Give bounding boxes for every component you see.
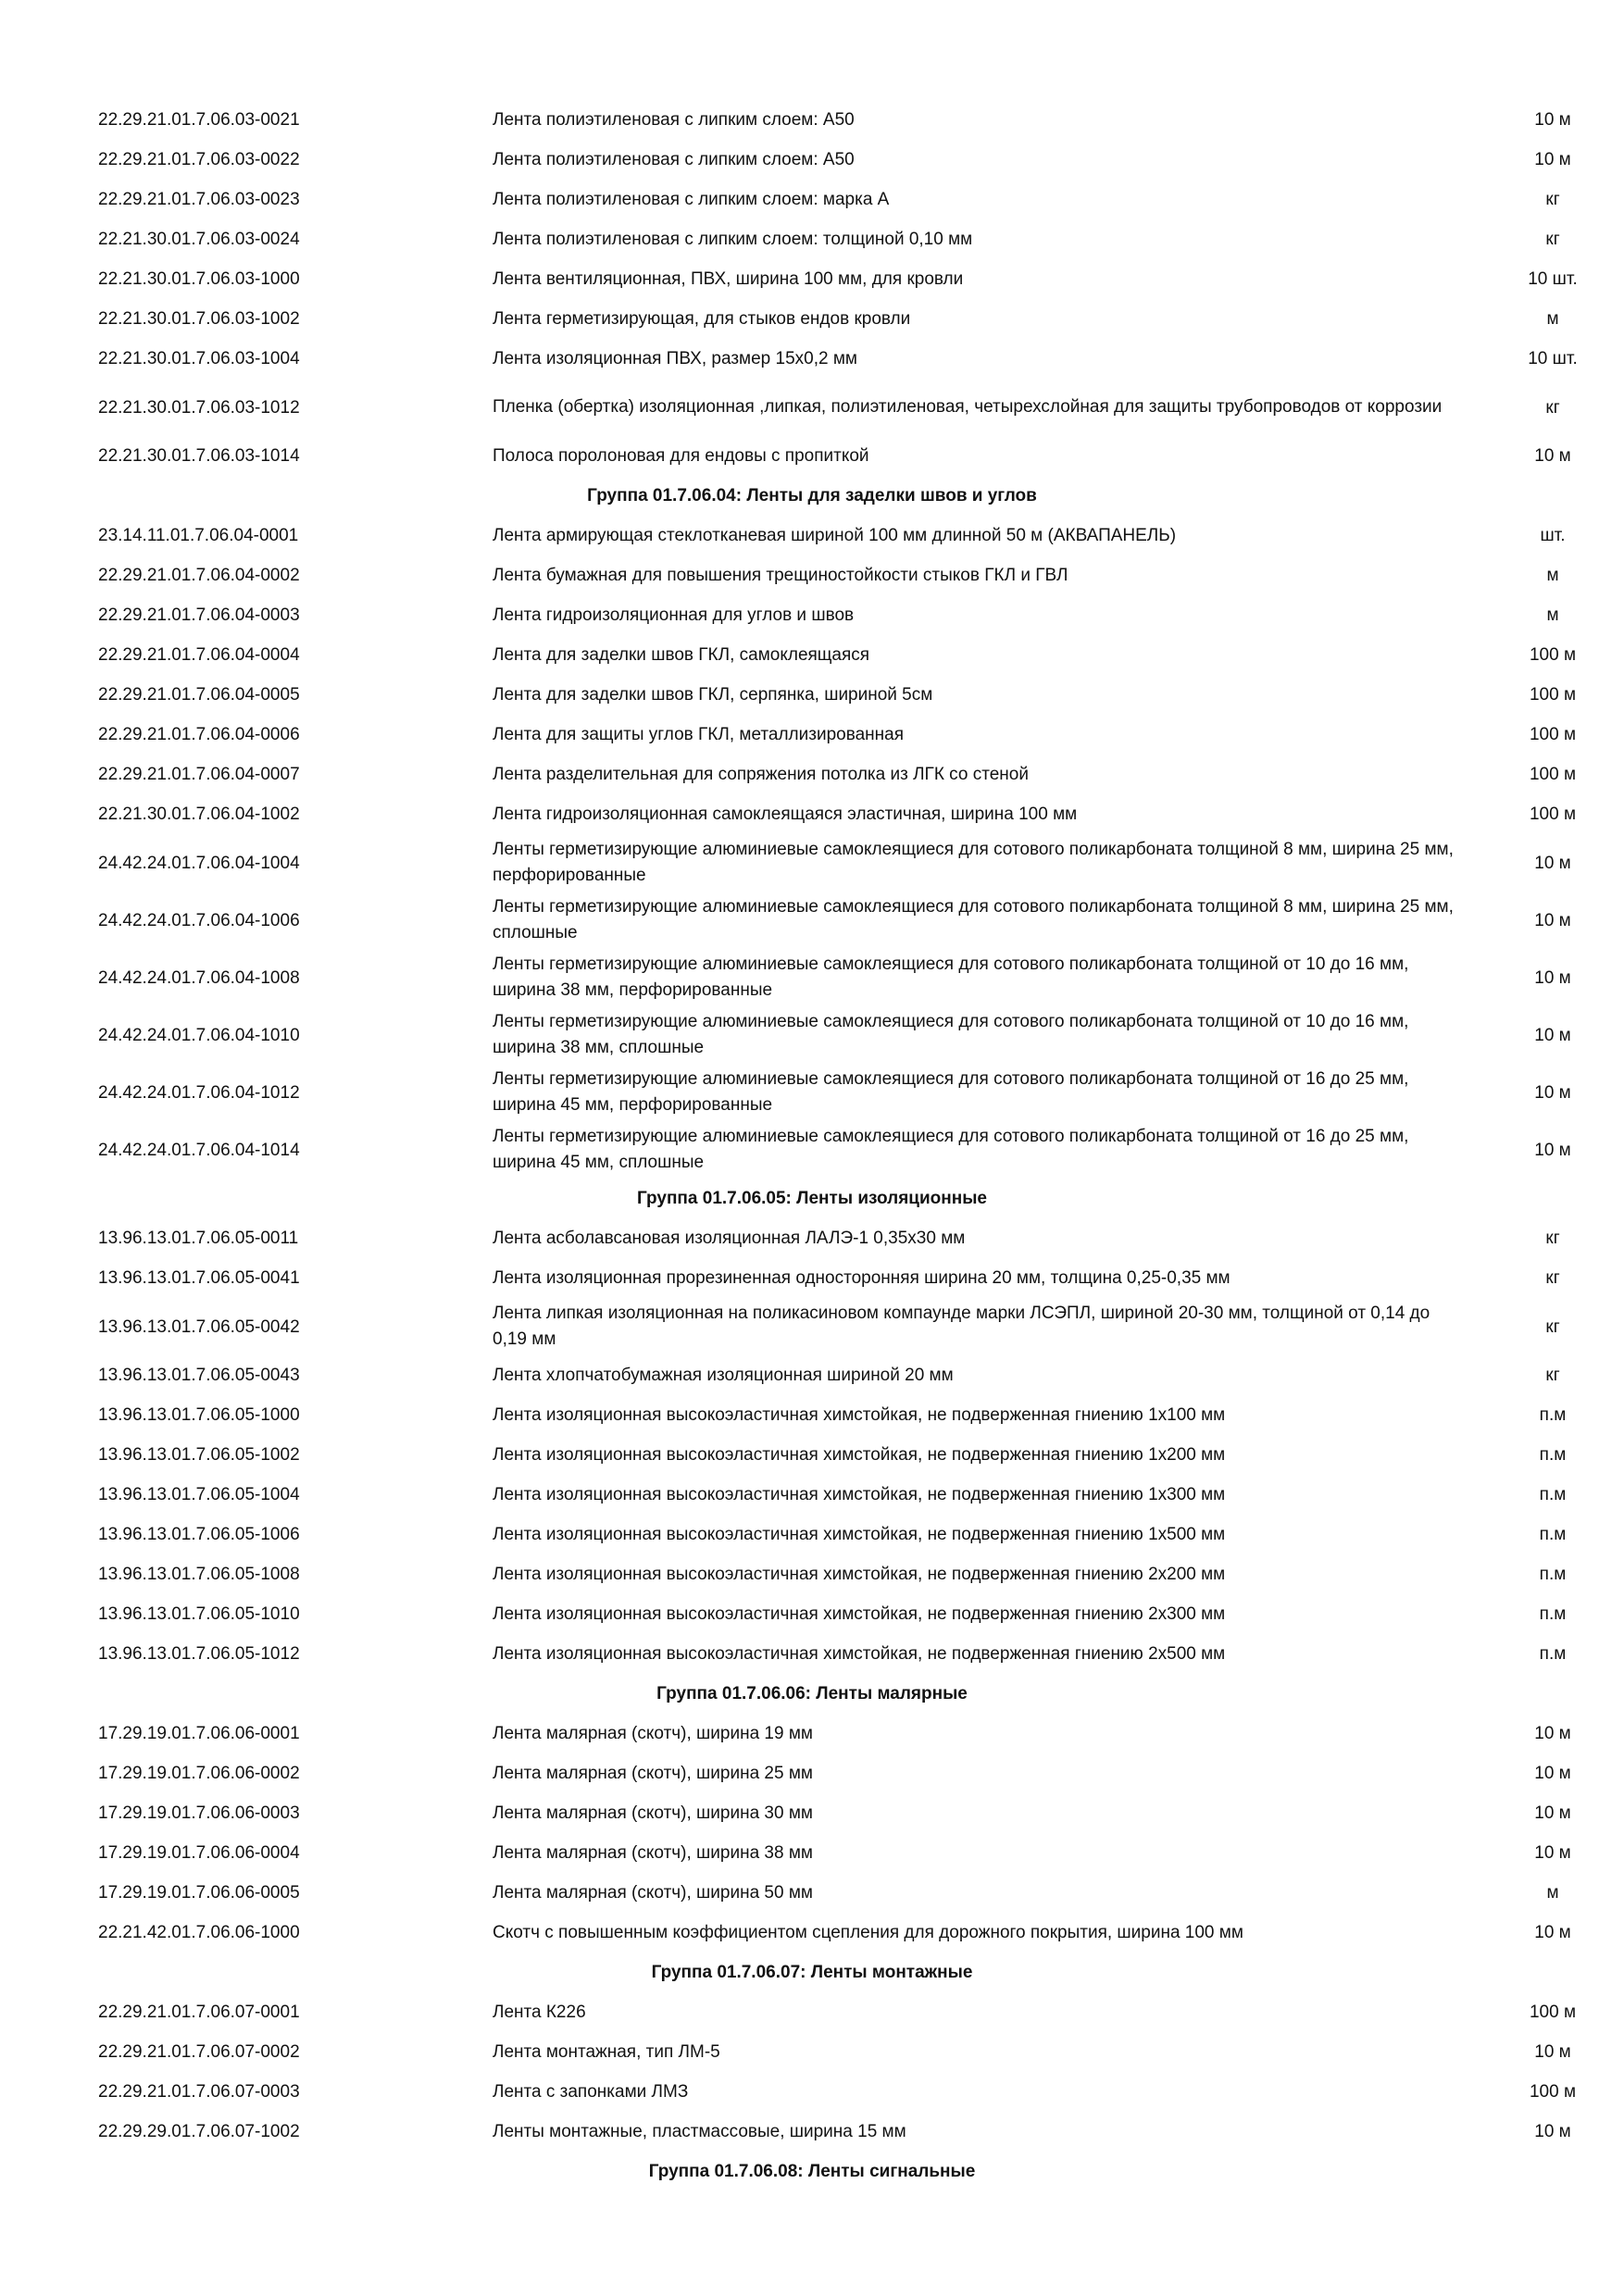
item-code: 13.96.13.01.7.06.05-1002 bbox=[98, 1445, 300, 1465]
table-row bbox=[0, 219, 1624, 259]
table-row bbox=[0, 1258, 1624, 1298]
item-code: 23.14.11.01.7.06.04-0001 bbox=[98, 526, 299, 545]
item-unit: п.м bbox=[1539, 1405, 1567, 1425]
item-name: Лента изоляционная высокоэластичная химстойкая, не подверженная гниению 2х300 мм bbox=[493, 1603, 1226, 1624]
item-name: Лента герметизирующая, для стыков ендов кровли bbox=[493, 308, 911, 329]
group-heading bbox=[0, 476, 1624, 516]
item-code: 13.96.13.01.7.06.05-1004 bbox=[98, 1485, 300, 1504]
item-code: 22.21.42.01.7.06.06-1000 bbox=[98, 1923, 300, 1942]
item-code: 24.42.24.01.7.06.04-1010 bbox=[98, 1025, 300, 1045]
item-unit: 10 м bbox=[1534, 1025, 1571, 1045]
table-row bbox=[0, 675, 1624, 715]
item-name: Лента изоляционная высокоэластичная химстойкая, не подверженная гниению 2х200 мм bbox=[493, 1564, 1226, 1584]
table-row bbox=[0, 1554, 1624, 1594]
table-row bbox=[0, 259, 1624, 299]
item-name: Лента полиэтиленовая с липким слоем: А50 bbox=[493, 109, 855, 130]
item-unit: 100 м bbox=[1529, 805, 1577, 824]
item-code: 24.42.24.01.7.06.04-1014 bbox=[98, 1140, 300, 1160]
item-unit: 10 м bbox=[1534, 853, 1571, 873]
item-name: Лента изоляционная ПВХ, размер 15х0,2 мм bbox=[493, 348, 857, 368]
item-unit: 10 м bbox=[1534, 1803, 1571, 1823]
item-code: 22.29.21.01.7.06.04-0005 bbox=[98, 685, 300, 705]
item-unit: м bbox=[1546, 309, 1559, 329]
item-unit: 10 м bbox=[1534, 1764, 1571, 1783]
table-row bbox=[0, 1793, 1624, 1833]
item-code: 24.42.24.01.7.06.04-1012 bbox=[98, 1082, 300, 1103]
item-code: 13.96.13.01.7.06.05-1010 bbox=[98, 1604, 300, 1624]
table-row bbox=[0, 892, 1624, 949]
item-unit: м bbox=[1546, 605, 1559, 625]
item-code: 24.42.24.01.7.06.04-1008 bbox=[98, 967, 300, 988]
item-name: Лента монтажная, тип ЛМ-5 bbox=[493, 2041, 720, 2062]
item-code: 22.29.21.01.7.06.03-0021 bbox=[98, 110, 300, 130]
table-row bbox=[0, 1475, 1624, 1515]
item-name: Лента полиэтиленовая с липким слоем: толщиной 0,10 мм bbox=[493, 229, 973, 249]
item-code: 17.29.19.01.7.06.06-0002 bbox=[98, 1764, 300, 1783]
table-row bbox=[0, 379, 1624, 436]
item-code: 13.96.13.01.7.06.05-0041 bbox=[98, 1268, 300, 1288]
item-code: 22.29.21.01.7.06.04-0004 bbox=[98, 645, 300, 665]
group-heading bbox=[0, 1674, 1624, 1714]
item-code: 17.29.19.01.7.06.06-0003 bbox=[98, 1803, 300, 1823]
table-row bbox=[0, 1355, 1624, 1395]
item-name: Лента малярная (скотч), ширина 30 мм bbox=[493, 1803, 813, 1823]
item-name: Лента с запонками ЛМЗ bbox=[493, 2081, 689, 2102]
item-name: Лента для заделки швов ГКЛ, серпянка, шириной 5см bbox=[493, 684, 933, 705]
item-unit: 100 м bbox=[1529, 765, 1577, 784]
item-unit: кг bbox=[1545, 397, 1560, 418]
item-code: 24.42.24.01.7.06.04-1006 bbox=[98, 910, 300, 930]
group-heading bbox=[0, 2152, 1624, 2191]
item-name: Лента малярная (скотч), ширина 50 мм bbox=[493, 1882, 813, 1903]
item-code: 13.96.13.01.7.06.05-0043 bbox=[98, 1366, 300, 1385]
item-name: Ленты герметизирующие алюминиевые самоклеящиеся для сотового поликарбоната толщиной 8 мм, ширина 25 мм, перфорированные bbox=[493, 840, 1454, 885]
item-unit: 10 м bbox=[1534, 1140, 1571, 1160]
item-code: 22.21.30.01.7.06.03-1002 bbox=[98, 309, 300, 329]
item-code: 22.29.21.01.7.06.04-0002 bbox=[98, 566, 300, 585]
table-row bbox=[0, 1064, 1624, 1121]
item-name: Лента изоляционная прорезиненная односторонняя ширина 20 мм, толщина 0,25-0,35 мм bbox=[493, 1267, 1230, 1288]
item-unit: п.м bbox=[1539, 1644, 1567, 1664]
item-code: 24.42.24.01.7.06.04-1004 bbox=[98, 853, 300, 873]
item-name: Лента малярная (скотч), ширина 19 мм bbox=[493, 1723, 813, 1743]
item-unit: п.м bbox=[1539, 1485, 1567, 1504]
item-name: Лента вентиляционная, ПВХ, ширина 100 мм, для кровли bbox=[493, 268, 964, 289]
item-unit: 10 м bbox=[1534, 1923, 1571, 1942]
table-row bbox=[0, 1833, 1624, 1873]
table-row bbox=[0, 1395, 1624, 1435]
item-code: 22.29.21.01.7.06.07-0003 bbox=[98, 2082, 300, 2102]
item-unit: 10 м bbox=[1534, 446, 1571, 466]
item-unit: 10 м bbox=[1534, 2122, 1571, 2141]
item-code: 13.96.13.01.7.06.05-1008 bbox=[98, 1565, 300, 1584]
item-code: 22.29.21.01.7.06.04-0007 bbox=[98, 765, 300, 784]
item-name: Лента изоляционная высокоэластичная химстойкая, не подверженная гниению 1х200 мм bbox=[493, 1444, 1226, 1465]
item-name: Ленты герметизирующие алюминиевые самоклеящиеся для сотового поликарбоната толщиной от 10 до 16 мм, ширина 38 мм, перфорированные bbox=[493, 955, 1409, 1000]
item-code: 17.29.19.01.7.06.06-0005 bbox=[98, 1883, 300, 1903]
item-unit: п.м bbox=[1539, 1604, 1567, 1624]
item-code: 22.29.21.01.7.06.07-0001 bbox=[98, 2003, 300, 2022]
item-code: 22.21.30.01.7.06.03-0024 bbox=[98, 230, 300, 249]
table-row bbox=[0, 1515, 1624, 1554]
table-row bbox=[0, 1218, 1624, 1258]
item-code: 22.29.29.01.7.06.07-1002 bbox=[98, 2122, 300, 2141]
item-name: Лента малярная (скотч), ширина 38 мм bbox=[493, 1842, 813, 1863]
item-name: Ленты герметизирующие алюминиевые самоклеящиеся для сотового поликарбоната толщиной от 16 до 25 мм, ширина 45 мм, перфорированные bbox=[493, 1069, 1409, 1115]
table-row bbox=[0, 516, 1624, 555]
group-title: Группа 01.7.06.08: Ленты сигнальные bbox=[648, 2161, 976, 2181]
table-row bbox=[0, 715, 1624, 755]
item-unit: шт. bbox=[1540, 526, 1566, 545]
table-row bbox=[0, 1714, 1624, 1753]
item-name: Лента К226 bbox=[493, 2002, 586, 2022]
item-name: Лента разделительная для сопряжения потолка из ЛГК со стеной bbox=[493, 764, 1029, 784]
item-name: Лента асболавсановая изоляционная ЛАЛЭ-1 0,35х30 мм bbox=[493, 1228, 966, 1248]
table-row bbox=[0, 1913, 1624, 1953]
item-unit: 100 м bbox=[1529, 685, 1577, 705]
item-unit: 10 м bbox=[1534, 1082, 1571, 1103]
item-unit: м bbox=[1546, 1883, 1559, 1903]
item-name: Лента хлопчатобумажная изоляционная шириной 20 мм bbox=[493, 1365, 954, 1385]
item-unit: кг bbox=[1545, 1316, 1560, 1337]
table-row bbox=[0, 794, 1624, 834]
item-code: 22.29.21.01.7.06.03-0023 bbox=[98, 190, 300, 209]
table-row bbox=[0, 1298, 1624, 1355]
table-row bbox=[0, 1435, 1624, 1475]
table-row bbox=[0, 1873, 1624, 1913]
item-name: Лента бумажная для повышения трещиностойкости стыков ГКЛ и ГВЛ bbox=[493, 565, 1068, 585]
item-unit: 10 м bbox=[1534, 150, 1571, 169]
item-name: Ленты герметизирующие алюминиевые самоклеящиеся для сотового поликарбоната толщиной от 10 до 16 мм, ширина 38 мм, сплошные bbox=[493, 1012, 1409, 1057]
table-row bbox=[0, 635, 1624, 675]
table-row bbox=[0, 595, 1624, 635]
item-unit: 10 м bbox=[1534, 110, 1571, 130]
table-row bbox=[0, 2112, 1624, 2152]
item-name: Полоса поролоновая для ендовы с пропиткой bbox=[493, 445, 869, 466]
table-row bbox=[0, 1594, 1624, 1634]
table-row bbox=[0, 299, 1624, 339]
item-name: Лента для заделки швов ГКЛ, самоклеящаяся bbox=[493, 644, 870, 665]
group-title: Группа 01.7.06.04: Ленты для заделки швов и углов bbox=[587, 485, 1037, 505]
item-unit: 10 шт. bbox=[1528, 269, 1578, 289]
item-name: Ленты герметизирующие алюминиевые самоклеящиеся для сотового поликарбоната толщиной 8 мм, ширина 25 мм, сплошные bbox=[493, 897, 1454, 942]
table-row bbox=[0, 339, 1624, 379]
item-code: 22.21.30.01.7.06.03-1014 bbox=[98, 446, 300, 466]
item-unit: 10 м bbox=[1534, 1724, 1571, 1743]
table-row bbox=[0, 140, 1624, 180]
item-unit: кг bbox=[1545, 230, 1560, 249]
item-name: Лента гидроизоляционная самоклеящаяся эластичная, ширина 100 мм bbox=[493, 804, 1078, 824]
item-unit: 10 м bbox=[1534, 1843, 1571, 1863]
item-name: Скотч с повышенным коэффициентом сцепления для дорожного покрытия, ширина 100 мм bbox=[493, 1922, 1243, 1942]
item-name: Лента для защиты углов ГКЛ, металлизированная bbox=[493, 724, 904, 744]
item-code: 22.21.30.01.7.06.03-1012 bbox=[98, 397, 300, 418]
item-name: Лента изоляционная высокоэластичная химстойкая, не подверженная гниению 1х100 мм bbox=[493, 1404, 1226, 1425]
table-row bbox=[0, 180, 1624, 219]
item-code: 13.96.13.01.7.06.05-1012 bbox=[98, 1644, 300, 1664]
table-row bbox=[0, 2072, 1624, 2112]
table-row bbox=[0, 834, 1624, 892]
item-code: 13.96.13.01.7.06.05-0042 bbox=[98, 1316, 300, 1337]
table-row bbox=[0, 1121, 1624, 1179]
item-unit: кг bbox=[1545, 1268, 1560, 1288]
table-row bbox=[0, 1753, 1624, 1793]
table-row bbox=[0, 555, 1624, 595]
table-row bbox=[0, 755, 1624, 794]
group-title: Группа 01.7.06.07: Ленты монтажные bbox=[651, 1962, 973, 1982]
item-unit: кг bbox=[1545, 1229, 1560, 1248]
item-code: 13.96.13.01.7.06.05-1006 bbox=[98, 1525, 300, 1544]
group-title: Группа 01.7.06.06: Ленты малярные bbox=[656, 1683, 968, 1703]
item-code: 22.29.21.01.7.06.04-0006 bbox=[98, 725, 300, 744]
item-name: Пленка (обертка) изоляционная ,липкая, полиэтиленовая, четырехслойная для защиты трубопроводов от коррозии bbox=[493, 397, 1443, 417]
item-code: 17.29.19.01.7.06.06-0001 bbox=[98, 1724, 300, 1743]
item-code: 22.29.21.01.7.06.03-0022 bbox=[98, 150, 300, 169]
item-name: Лента липкая изоляционная на поликасиновом компаунде марки ЛСЭПЛ, шириной 20-30 мм, толщиной от 0,14 до 0,19 мм bbox=[493, 1304, 1430, 1349]
item-unit: 100 м bbox=[1529, 645, 1577, 665]
item-name: Лента изоляционная высокоэластичная химстойкая, не подверженная гниению 1х300 мм bbox=[493, 1484, 1226, 1504]
item-code: 13.96.13.01.7.06.05-0011 bbox=[98, 1229, 299, 1248]
item-code: 17.29.19.01.7.06.06-0004 bbox=[98, 1843, 300, 1863]
item-name: Лента малярная (скотч), ширина 25 мм bbox=[493, 1763, 813, 1783]
item-code: 22.29.21.01.7.06.04-0003 bbox=[98, 605, 300, 625]
item-unit: 10 м bbox=[1534, 967, 1571, 988]
item-name: Ленты герметизирующие алюминиевые самоклеящиеся для сотового поликарбоната толщиной от 16 до 25 мм, ширина 45 мм, сплошные bbox=[493, 1127, 1409, 1172]
item-unit: м bbox=[1546, 566, 1559, 585]
item-unit: кг bbox=[1545, 190, 1560, 209]
item-unit: п.м bbox=[1539, 1525, 1567, 1544]
table-row bbox=[0, 100, 1624, 140]
item-code: 22.29.21.01.7.06.07-0002 bbox=[98, 2042, 300, 2062]
item-name: Лента изоляционная высокоэластичная химстойкая, не подверженная гниению 1х500 мм bbox=[493, 1524, 1226, 1544]
table-row bbox=[0, 1006, 1624, 1064]
table-row bbox=[0, 1634, 1624, 1674]
item-unit: 10 м bbox=[1534, 2042, 1571, 2062]
table-row bbox=[0, 949, 1624, 1006]
item-name: Ленты монтажные, пластмассовые, ширина 15 мм bbox=[493, 2121, 906, 2141]
item-unit: 100 м bbox=[1529, 2003, 1577, 2022]
item-code: 22.21.30.01.7.06.04-1002 bbox=[98, 805, 300, 824]
group-heading bbox=[0, 1179, 1624, 1218]
item-unit: 100 м bbox=[1529, 725, 1577, 744]
table-row bbox=[0, 2032, 1624, 2072]
item-unit: кг bbox=[1545, 1366, 1560, 1385]
item-unit: 10 шт. bbox=[1528, 349, 1578, 368]
table-row bbox=[0, 1992, 1624, 2032]
item-name: Лента гидроизоляционная для углов и швов bbox=[493, 605, 855, 625]
item-unit: 100 м bbox=[1529, 2082, 1577, 2102]
group-title: Группа 01.7.06.05: Ленты изоляционные bbox=[636, 1188, 987, 1208]
group-heading bbox=[0, 1953, 1624, 1992]
item-name: Лента полиэтиленовая с липким слоем: А50 bbox=[493, 149, 855, 169]
item-name: Лента армирующая стеклотканевая шириной 100 мм длинной 50 м (АКВАПАНЕЛЬ) bbox=[493, 525, 1177, 545]
table-row bbox=[0, 436, 1624, 476]
item-unit: п.м bbox=[1539, 1445, 1567, 1465]
item-unit: п.м bbox=[1539, 1565, 1567, 1584]
item-name: Лента полиэтиленовая с липким слоем: марка А bbox=[493, 189, 890, 209]
item-name: Лента изоляционная высокоэластичная химстойкая, не подверженная гниению 2х500 мм bbox=[493, 1643, 1226, 1664]
item-code: 22.21.30.01.7.06.03-1004 bbox=[98, 349, 300, 368]
item-unit: 10 м bbox=[1534, 910, 1571, 930]
item-code: 13.96.13.01.7.06.05-1000 bbox=[98, 1405, 300, 1425]
item-code: 22.21.30.01.7.06.03-1000 bbox=[98, 269, 300, 289]
